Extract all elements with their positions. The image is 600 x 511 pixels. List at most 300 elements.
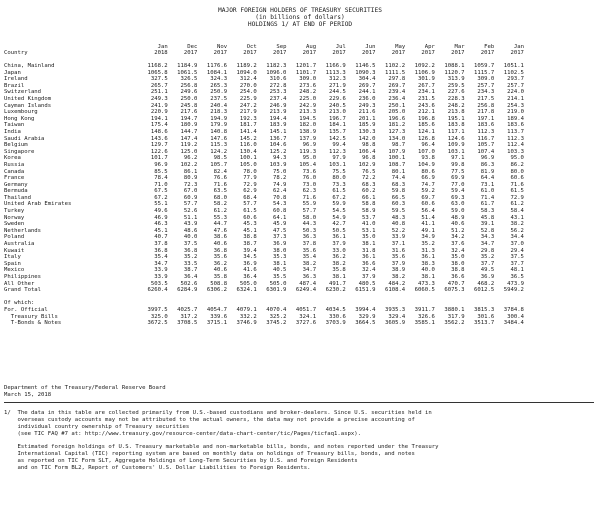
cell-value: 116.7 (477, 135, 495, 142)
cell-value: 69.3 (451, 194, 465, 201)
table-row (4, 241, 524, 248)
cell-value: 37.5 (510, 254, 524, 261)
cell-value: 75.0 (272, 168, 287, 175)
cell-value: 1111.5 (384, 69, 406, 76)
cell-value: 6230.2 (325, 287, 346, 294)
cell-value: 50.3 (302, 227, 317, 234)
cell-value: 38.2 (302, 260, 317, 267)
cell-value: 77.9 (243, 175, 257, 182)
cell-value: 220.9 (150, 109, 168, 116)
row-label: For. Official (4, 306, 48, 313)
cell-value: 68.3 (391, 181, 406, 188)
cell-value: 1096.0 (266, 69, 287, 76)
cell-value: 4034.5 (325, 306, 346, 313)
cell-value: 237.5 (210, 95, 228, 102)
table-row (4, 188, 524, 195)
cell-value: 51.4 (421, 214, 435, 221)
cell-value: 244.1 (358, 89, 376, 96)
cell-value: 3880.1 (444, 306, 465, 313)
cell-value: 71.4 (480, 194, 495, 201)
cell-value: 508.8 (210, 280, 228, 287)
row-label: Taiwan (4, 122, 25, 129)
cell-value: 36.8 (183, 247, 198, 254)
cell-value: 82.4 (213, 168, 228, 175)
cell-value: 248.2 (299, 89, 317, 96)
cell-value: 3484.4 (503, 320, 524, 327)
table-row (4, 155, 524, 162)
cell-value: 270.0 (239, 82, 257, 89)
cell-value: 61.0 (480, 188, 495, 195)
cell-value: 40.6 (213, 267, 228, 274)
country-column-header: Country (4, 50, 28, 57)
cell-value: 37.9 (391, 260, 406, 267)
cell-value: 3815.3 (474, 306, 495, 313)
cell-value: 35.8 (332, 267, 346, 274)
cell-value: 1146.5 (355, 63, 376, 69)
cell-value: 97.1 (451, 155, 465, 162)
cell-value: 218.3 (210, 109, 228, 116)
footnote-line: Estimated foreign holdings of U.S. Treasury marketable and non-marketable bills, bonds, and notes reported under the Treasury (4, 444, 439, 450)
cell-value: 56.4 (421, 208, 435, 215)
cell-value: 192.3 (239, 115, 257, 122)
table-row (4, 234, 524, 241)
cell-value: 480.5 (358, 280, 376, 287)
cell-value: 40.0 (421, 267, 435, 274)
cell-value: 244.5 (328, 89, 346, 96)
cell-value: 213.0 (328, 109, 346, 116)
cell-value: 31.8 (362, 247, 376, 254)
cell-value: 194.1 (150, 115, 168, 122)
cell-value: 48.9 (451, 214, 465, 221)
cell-value: 104.9 (418, 161, 435, 168)
cell-value: 45.9 (272, 221, 287, 228)
cell-value: 40.5 (272, 267, 287, 274)
cell-value: 124.1 (418, 128, 435, 135)
row-label: Saudi Arabia (4, 135, 45, 142)
cell-value: 148.6 (150, 128, 168, 135)
row-label: Hong Kong (4, 115, 35, 122)
cell-value: 46.9 (154, 214, 168, 221)
document-subtitle-units: (in billions of dollars) (255, 14, 345, 21)
cell-value: 6284.9 (177, 287, 198, 294)
cell-value: 309.0 (299, 76, 317, 83)
cell-value: 100.1 (388, 155, 406, 162)
cell-value: 103.9 (269, 161, 287, 168)
table-row (4, 129, 524, 136)
cell-value: 313.9 (447, 76, 465, 83)
cell-value: 6260.4 (147, 287, 168, 294)
column-header-month: Dec (187, 44, 198, 50)
cell-value: 58.2 (213, 201, 228, 208)
cell-value: 70.8 (272, 194, 287, 201)
cell-value: 57.7 (183, 201, 198, 208)
cell-value: 301.6 (477, 313, 495, 320)
row-label: Treasury Bills (4, 313, 58, 320)
cell-value: 60.2 (362, 188, 376, 195)
cell-value: 71.6 (510, 181, 524, 188)
cell-value: 245.8 (180, 102, 198, 109)
cell-value: 72.9 (243, 181, 257, 188)
table-row (4, 162, 524, 169)
cell-value: 3605.9 (384, 320, 406, 327)
cell-value: 102.2 (180, 161, 198, 168)
cell-value: 35.6 (213, 254, 228, 261)
cell-value: 265.3 (210, 82, 228, 89)
cell-value: 72.9 (510, 194, 524, 201)
cell-value: 67.2 (332, 194, 346, 201)
footnote-line: 1/ The data in this table are collected primarily from U.S.-based custodians and broker-dealers. Since U.S. securities held in (4, 410, 432, 416)
cell-value: 34.3 (480, 234, 495, 241)
cell-value: 4025.7 (177, 306, 198, 313)
cell-value: 36.6 (362, 260, 376, 267)
cell-value: 40.6 (213, 241, 228, 248)
cell-value: 85.5 (154, 168, 168, 175)
cell-value: 37.0 (510, 241, 524, 248)
cell-value: 101.7 (150, 155, 168, 162)
cell-value: 330.6 (328, 313, 346, 320)
cell-value: 317.9 (447, 313, 465, 320)
cell-value: 29.4 (510, 247, 524, 254)
cell-value: 37.1 (391, 241, 406, 248)
cell-value: 75.5 (332, 168, 346, 175)
cell-value: 37.5 (183, 241, 198, 248)
cell-value: 147.4 (180, 135, 198, 142)
cell-value: 36.4 (183, 274, 198, 280)
table-row (4, 307, 524, 314)
cell-value: 1166.9 (325, 63, 346, 69)
cell-value: 94.3 (272, 155, 287, 162)
row-label: Brazil (4, 82, 25, 89)
cell-value: 115.3 (210, 142, 228, 149)
cell-value: 273.6 (299, 82, 317, 89)
cell-value: 44.3 (302, 221, 317, 228)
column-header-year: 2017 (302, 50, 317, 57)
cell-value: 143.6 (150, 135, 168, 142)
cell-value: 72.2 (362, 175, 376, 182)
cell-value: 64.4 (480, 175, 495, 182)
cell-value: 297.8 (388, 76, 406, 83)
cell-value: 240.4 (210, 102, 228, 109)
cell-value: 312.4 (239, 76, 257, 83)
cell-value: 1102.2 (384, 63, 406, 69)
cell-value: 73.1 (480, 181, 495, 188)
cell-value: 246.9 (269, 102, 287, 109)
row-label: Grand Total (4, 287, 42, 294)
cell-value: 96.2 (183, 155, 198, 162)
cell-value: 54.9 (332, 214, 346, 221)
document-title: MAJOR FOREIGN HOLDERS OF TREASURY SECURITIES (218, 7, 382, 14)
footnote-line: as reported on TIC Form SLT, Aggregate Holdings of Long-Term Securities by U.S. and Foreign Residents (4, 458, 358, 464)
cell-value: 93.8 (421, 155, 435, 162)
cell-value: 33.9 (154, 274, 168, 280)
cell-value: 80.9 (183, 175, 198, 182)
cell-value: 58.8 (362, 201, 376, 208)
divider-line (4, 402, 594, 403)
cell-value: 36.2 (213, 260, 228, 267)
row-label: Philippines (4, 274, 42, 280)
cell-value: 225.0 (299, 95, 317, 102)
cell-value: 236.4 (388, 95, 406, 102)
cell-value: 52.6 (183, 208, 198, 215)
cell-value: 61.2 (510, 201, 524, 208)
cell-value: 254.3 (507, 102, 524, 109)
cell-value: 41.0 (362, 221, 376, 228)
cell-value: 217.9 (239, 109, 257, 116)
cell-value: 51.2 (451, 227, 465, 234)
cell-value: 95.0 (302, 155, 317, 162)
cell-value: 3784.8 (503, 306, 524, 313)
cell-value: 78.4 (154, 175, 168, 182)
cell-value: 265.7 (150, 82, 168, 89)
cell-value: 54.5 (332, 208, 346, 215)
document-subtitle-period: HOLDINGS 1/ AT END OF PERIOD (247, 21, 353, 28)
cell-value: 73.6 (302, 168, 317, 175)
cell-value: 53.7 (362, 214, 376, 221)
cell-value: 35.6 (391, 254, 406, 261)
table-row (4, 281, 524, 288)
row-label: United Arab Emirates (4, 201, 72, 208)
column-header-month: Nov (216, 44, 228, 50)
row-label: Switzerland (4, 89, 42, 96)
cell-value: 234.1 (418, 89, 435, 96)
cell-value: 59.2 (421, 188, 435, 195)
cell-value: 80.0 (510, 168, 524, 175)
table-row (4, 96, 524, 103)
cell-value: 503.5 (150, 280, 168, 287)
cell-value: 257.7 (507, 82, 524, 89)
cell-value: 329.4 (388, 313, 406, 320)
row-label: Of which: (4, 300, 35, 307)
cell-value: 3745.2 (266, 320, 287, 327)
cell-value: 48.6 (183, 227, 198, 234)
cell-value: 229.6 (328, 95, 346, 102)
cell-value: 237.4 (269, 95, 287, 102)
table-row (4, 63, 524, 70)
cell-value: 142.0 (358, 135, 376, 142)
cell-value: 1088.1 (444, 63, 465, 69)
cell-value: 112.3 (328, 148, 346, 155)
cell-value: 40.0 (183, 234, 198, 241)
cell-value: 470.7 (447, 280, 465, 287)
cell-value: 72.3 (183, 181, 198, 188)
cell-value: 52.2 (391, 227, 406, 234)
cell-value: 38.8 (451, 267, 465, 274)
table-row (4, 300, 524, 307)
table-row (4, 314, 524, 321)
cell-value: 211.6 (358, 109, 376, 116)
cell-value: 36.3 (302, 234, 317, 241)
cell-value: 197.1 (477, 115, 495, 122)
cell-value: 259.5 (447, 82, 465, 89)
cell-value: 312.3 (328, 76, 346, 83)
cell-value: 58.9 (362, 208, 376, 215)
column-header-year: 2017 (243, 50, 257, 57)
cell-value: 76.0 (302, 175, 317, 182)
cell-value: 1106.9 (414, 69, 435, 76)
column-header-year: 2017 (183, 50, 198, 57)
cell-value: 256.8 (180, 82, 198, 89)
cell-value: 473.9 (507, 280, 524, 287)
table-row (4, 248, 524, 255)
cell-value: 271.9 (328, 82, 346, 89)
cell-value: 145.1 (269, 128, 287, 135)
cell-value: 1115.7 (474, 69, 495, 76)
cell-value: 249.6 (180, 89, 198, 96)
cell-value: 183.6 (477, 122, 495, 129)
cell-value: 136.7 (269, 135, 287, 142)
cell-value: 129.7 (150, 142, 168, 149)
column-header-year: 2017 (451, 50, 465, 57)
cell-value: 6060.5 (414, 287, 435, 294)
table-row (4, 142, 524, 149)
cell-value: 34.7 (302, 267, 317, 274)
cell-value: 96.9 (154, 161, 168, 168)
table-row (4, 116, 524, 123)
table-row (4, 182, 524, 189)
cell-value: 45.8 (480, 214, 495, 221)
cell-value: 234.3 (477, 89, 495, 96)
cell-value: 86.1 (183, 168, 198, 175)
cell-value: 96.9 (480, 155, 495, 162)
cell-value: 37.7 (510, 260, 524, 267)
cell-value: 60.6 (510, 175, 524, 182)
cell-value: 31.6 (391, 247, 406, 254)
cell-value: 6324.1 (236, 287, 257, 294)
cell-value: 60.8 (272, 208, 287, 215)
cell-value: 326.5 (180, 76, 198, 83)
cell-value: 107.4 (477, 148, 495, 155)
cell-value: 332.2 (239, 313, 257, 320)
cell-value: 38.2 (510, 221, 524, 228)
table-row (4, 254, 524, 261)
cell-value: 253.3 (269, 89, 287, 96)
cell-value: 34.7 (154, 260, 168, 267)
table-row (4, 169, 524, 176)
cell-value: 37.8 (302, 241, 317, 248)
cell-value: 3746.9 (236, 320, 257, 327)
table-row (4, 274, 524, 281)
cell-value: 62.9 (243, 188, 257, 195)
footnote-line: (see TIC FAQ #7 at: http://www.treasury.gov/resource-center/data-chart-center/tic/Pages/ticfaq1.aspx). (4, 431, 361, 437)
cell-value: 35.0 (362, 234, 376, 241)
cell-value: 183.6 (507, 122, 524, 129)
cell-value: 1094.0 (236, 69, 257, 76)
cell-value: 144.7 (180, 128, 198, 135)
cell-value: 76.6 (213, 175, 228, 182)
cell-value: 99.8 (451, 161, 465, 168)
cell-value: 66.9 (421, 175, 435, 182)
cell-value: 250.1 (388, 102, 406, 109)
cell-value: 130.3 (358, 128, 376, 135)
cell-value: 201.1 (358, 115, 376, 122)
cell-value: 217.8 (477, 109, 495, 116)
table-row (4, 83, 524, 90)
column-header-year: 2017 (421, 50, 435, 57)
cell-value: 147.6 (210, 135, 228, 142)
cell-value: 195.1 (447, 115, 465, 122)
cell-value: 317.2 (180, 313, 198, 320)
cell-value: 103.1 (328, 161, 346, 168)
cell-value: 4070.4 (266, 306, 287, 313)
table-row (4, 221, 524, 228)
cell-value: 50.5 (332, 227, 346, 234)
cell-value: 327.5 (150, 76, 168, 83)
cell-value: 35.2 (421, 241, 435, 248)
cell-value: 69.9 (451, 175, 465, 182)
cell-value: 61.7 (480, 201, 495, 208)
cell-value: 125.2 (269, 148, 287, 155)
column-header-year: 2017 (272, 50, 287, 57)
cell-value: 119.3 (299, 148, 317, 155)
cell-value: 36.9 (272, 241, 287, 248)
holdings-table (4, 44, 524, 327)
row-label: T-Bonds & Notes (4, 320, 62, 327)
row-label: Russia (4, 161, 25, 168)
cell-value: 71.6 (213, 181, 228, 188)
cell-value: 59.8 (391, 188, 406, 195)
cell-value: 1051.1 (503, 63, 524, 69)
cell-value: 3994.4 (355, 306, 376, 313)
footnote-line: International Capital (TIC) reporting system are based on monthly data on holdings of Treasury bills, bonds, and notes (4, 451, 415, 457)
cell-value: 37.9 (332, 241, 346, 248)
cell-value: 3664.5 (355, 320, 376, 327)
cell-value: 37.7 (480, 260, 495, 267)
column-header-year: 2017 (510, 50, 524, 57)
cell-value: 196.8 (418, 115, 435, 122)
cell-value: 38.1 (362, 241, 376, 248)
cell-value: 38.7 (243, 241, 257, 248)
row-label: Netherlands (4, 227, 42, 234)
cell-value: 74.7 (421, 181, 435, 188)
cell-value: 41.1 (421, 221, 435, 228)
cell-value: 256.8 (477, 102, 495, 109)
cell-value: 502.6 (180, 280, 198, 287)
cell-value: 47.6 (213, 227, 228, 234)
cell-value: 86.2 (510, 161, 524, 168)
cell-value: 36.9 (480, 274, 495, 280)
cell-value: 35.8 (213, 274, 228, 280)
cell-value: 35.4 (154, 254, 168, 261)
cell-value: 112.3 (477, 128, 495, 135)
cell-value: 32.4 (362, 267, 376, 274)
cell-value: 37.9 (362, 274, 376, 280)
cell-value: 62.3 (302, 188, 317, 195)
cell-value: 1201.7 (295, 63, 317, 69)
cell-value: 52.8 (480, 227, 495, 234)
cell-value: 4051.7 (295, 306, 317, 313)
table-row (4, 201, 524, 208)
row-label: Japan (4, 69, 21, 76)
cell-value: 60.9 (183, 194, 198, 201)
cell-value: 38.6 (213, 234, 228, 241)
cell-value: 56.2 (510, 227, 524, 234)
cell-value: 109.9 (447, 142, 465, 149)
cell-value: 39.4 (243, 247, 257, 254)
cell-value: 36.8 (154, 247, 168, 254)
footnote-line: overseas custody accounts may not be attributed to the actual owners, the data may not provide a precise accounting of (4, 417, 415, 423)
cell-value: 98.5 (213, 155, 228, 162)
cell-value: 38.0 (451, 260, 465, 267)
cell-value: 505.0 (239, 280, 257, 287)
cell-value: 6301.9 (266, 287, 287, 294)
cell-value: 74.9 (272, 181, 287, 188)
cell-value: 67.0 (183, 188, 198, 195)
cell-value: 135.7 (328, 128, 346, 135)
cell-value: 40.8 (391, 221, 406, 228)
spacer-row (4, 56, 524, 63)
cell-value: 60.3 (391, 201, 406, 208)
cell-value: 484.2 (388, 280, 406, 287)
